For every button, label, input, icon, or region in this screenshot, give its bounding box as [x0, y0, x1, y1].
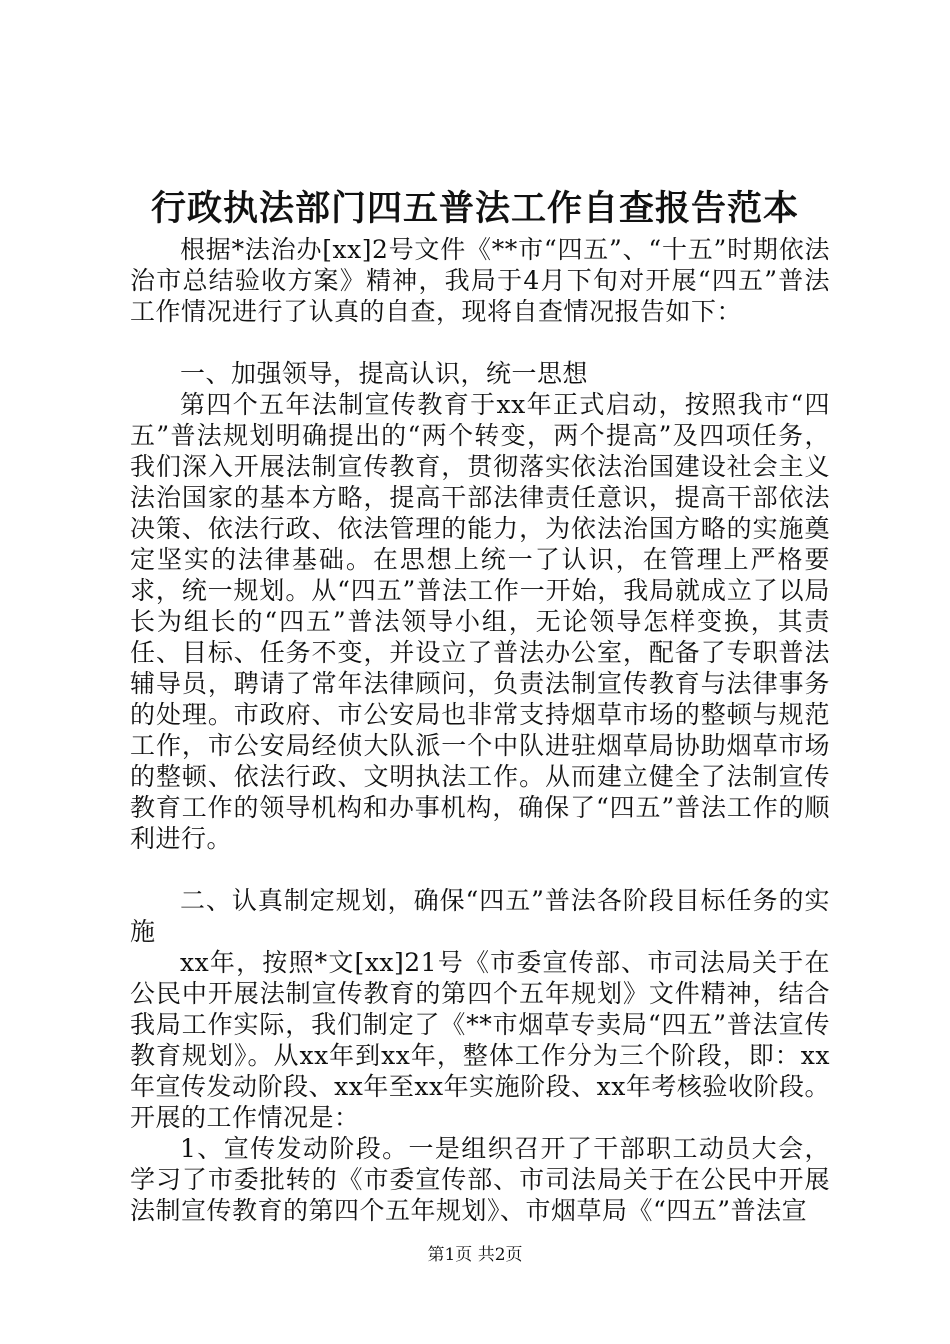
document-title: 行政执法部门四五普法工作自查报告范本 — [150, 188, 799, 229]
document-body — [130, 234, 830, 1226]
paragraph-section-1: 第四个五年法制宣传教育于xx年正式启动，按照我市“四五”普法规划明确提出的“两个转变，两个提高”及四项任务，我们深入开展法制宣传教育，贯彻落实依法治国建设社会主义法治国家的基本方略，提高干部法律责任意识，提高干部依法决策、依法行政、依法管理的能力，为依法治国方略的实施奠定坚实的法律基础。在思想上统一了认识，在管理上严格要求，统一规划。从“四五”普法工作一开始，我局就成立了以局长为组长的“四五”普法领导小组，无论领导怎样变换，其责任、目标、任务不变，并设立了普法办公室，配备了专职普法辅导员，聘请了常年法律顾问，负责法制宣传教育与法律事务的处理。市政府、市公安局也非常支持烟草市场的整顿与规范工作，市公安局经侦大队派一个中队进驻烟草局协助烟草市场的整顿、依法行政、文明执法工作。从而建立健全了法制宣传教育工作的领导机构和办事机构，确保了“四五”普法工作的顺利进行。 — [130, 390, 830, 853]
section-heading-1: 一、加强领导，提高认识，统一思想 — [180, 359, 589, 388]
section-heading-2: 二、认真制定规划，确保“四五”普法各阶段目标任务的实施 — [130, 886, 830, 946]
paragraph-intro: 根据*法治办[xx]2号文件《**市“四五”、“十五”时期依法治市总结验收方案》精神，我局于4月下旬对开展“四五”普法工作情况进行了认真的自查，现将自查情况报告如下： — [130, 235, 830, 326]
paragraph-stage-1: 1、宣传发动阶段。一是组织召开了干部职工动员大会，学习了市委批转的《市委宣传部、市司法局关于在公民中开展法制宣传教育的第四个五年规划》、市烟草局《“四五”普法宣 — [130, 1134, 830, 1225]
paragraph-section-2: xx年，按照*文[xx]21号《市委宣传部、市司法局关于在公民中开展法制宣传教育的第四个五年规划》文件精神，结合我局工作实际，我们制定了《**市烟草专卖局“四五”普法宣传教育规划》。从xx年到xx年，整体工作分为三个阶段，即：xx年宣传发动阶段、xx年至xx年实施阶段、xx年考核验收阶段。开展的工作情况是： — [130, 948, 830, 1132]
page-footer: 第1页 共2页 — [427, 1245, 523, 1265]
